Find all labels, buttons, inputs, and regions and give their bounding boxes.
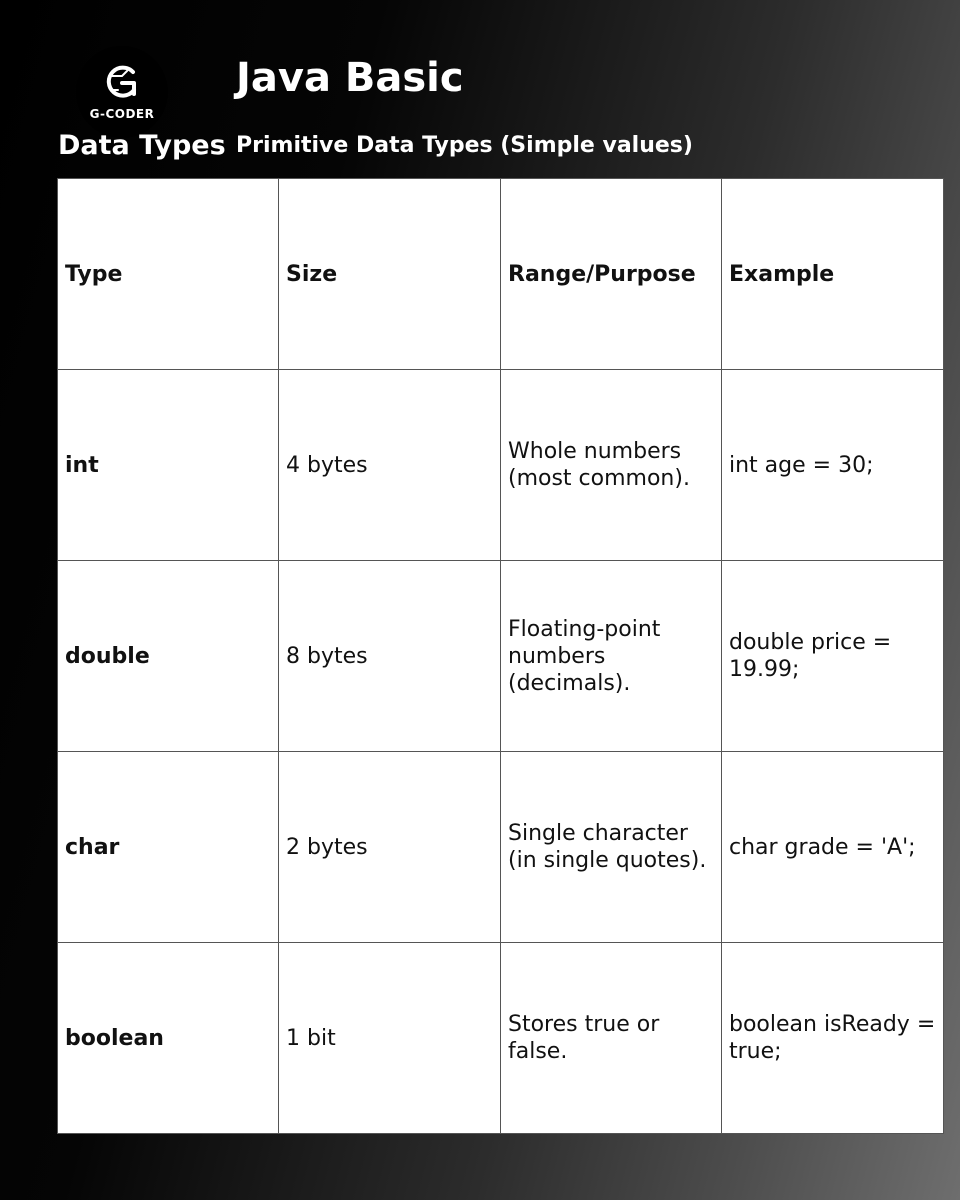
example-cell: double price = 19.99; — [722, 561, 944, 752]
size-cell: 1 bit — [279, 943, 501, 1134]
table-row — [58, 370, 944, 561]
example-cell: char grade = 'A'; — [722, 752, 944, 943]
column-header-size: Size — [279, 179, 501, 370]
example-cell: boolean isReady = true; — [722, 943, 944, 1134]
table-row — [58, 752, 944, 943]
column-header-example: Example — [722, 179, 944, 370]
purpose-cell: Stores true or false. — [501, 943, 722, 1134]
size-cell: 8 bytes — [279, 561, 501, 752]
table-row — [58, 943, 944, 1134]
table-row — [58, 561, 944, 752]
page-subtitle: Primitive Data Types (Simple values) — [236, 133, 693, 158]
purpose-cell: Whole numbers (most common). — [501, 370, 722, 561]
g-coder-logo-icon — [100, 63, 144, 103]
type-cell: double — [58, 561, 279, 752]
size-cell: 2 bytes — [279, 752, 501, 943]
page-title: Java Basic — [236, 55, 464, 101]
logo-text: G-CODER — [89, 107, 155, 121]
example-cell: int age = 30; — [722, 370, 944, 561]
purpose-cell: Single character (in single quotes). — [501, 752, 722, 943]
g-coder-logo — [76, 46, 168, 138]
data-types-table — [57, 178, 944, 1134]
type-cell: int — [58, 370, 279, 561]
section-label: Data Types — [58, 130, 226, 161]
column-header-type: Type — [58, 179, 279, 370]
type-cell: char — [58, 752, 279, 943]
size-cell: 4 bytes — [279, 370, 501, 561]
column-header-range-purpose: Range/Purpose — [501, 179, 722, 370]
type-cell: boolean — [58, 943, 279, 1134]
table-header-row — [58, 179, 944, 370]
purpose-cell: Floating-point numbers (decimals). — [501, 561, 722, 752]
